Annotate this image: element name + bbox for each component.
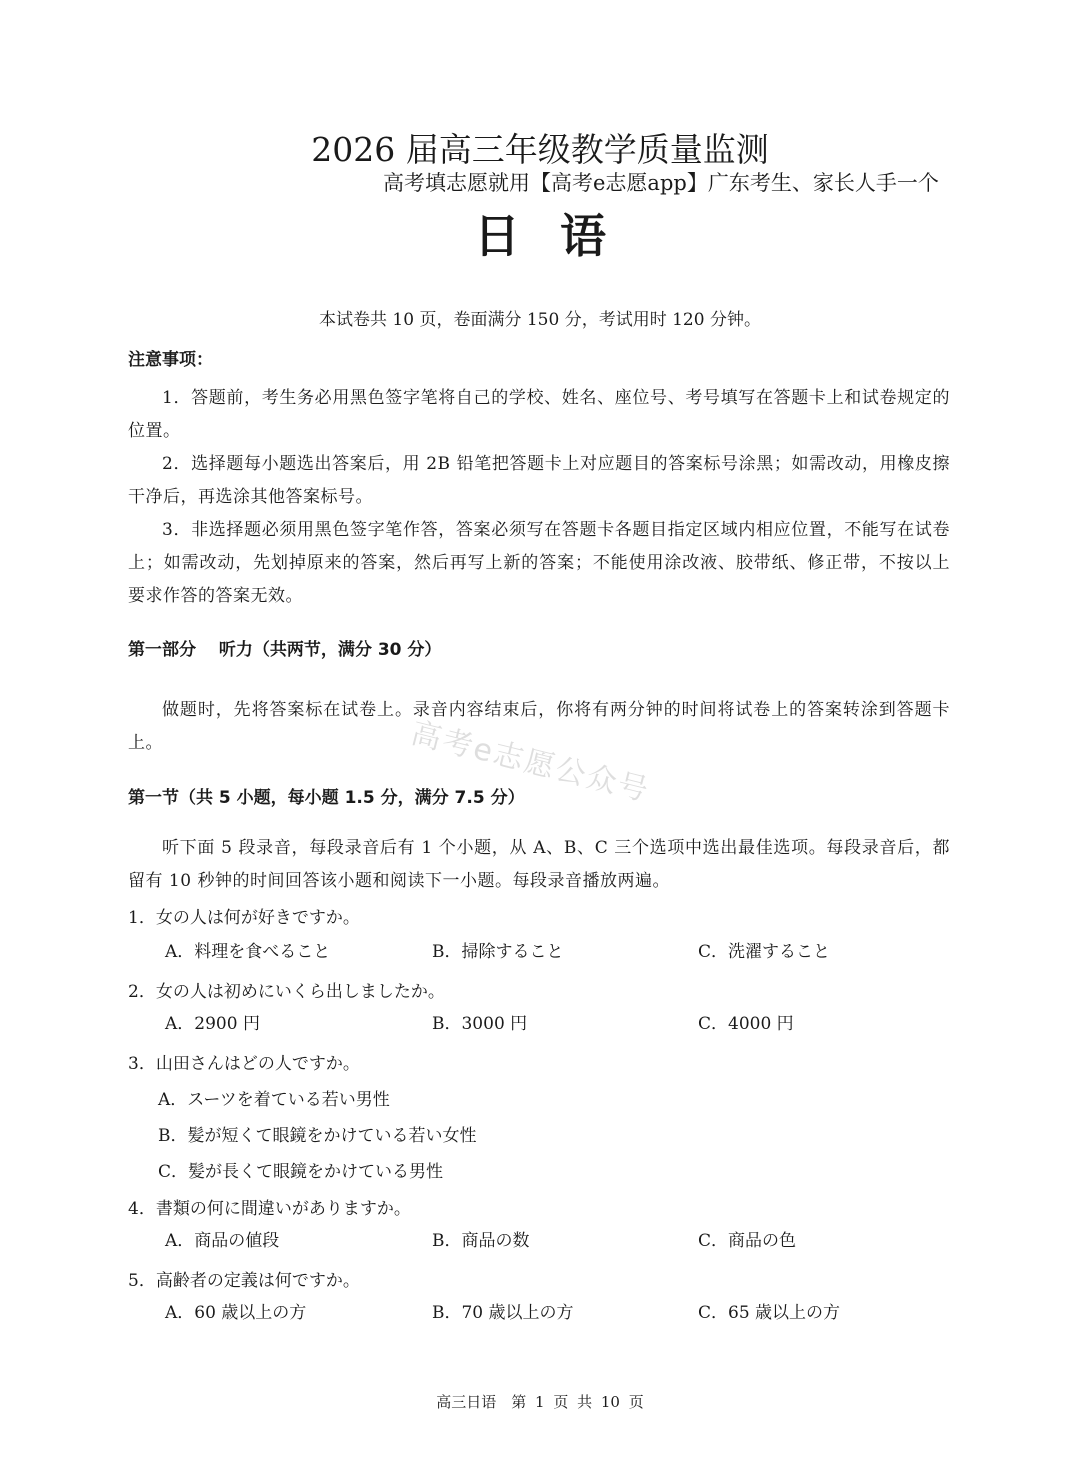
question-3-stem: 3．山田さんはどの人ですか。 — [128, 1054, 360, 1074]
exam-info: 本试卷共 10 页，卷面满分 150 分，考试用时 120 分钟。 — [319, 310, 761, 330]
question-2-option-c: C．4000 円 — [698, 1014, 794, 1034]
question-3-option-b: B．髪が短くて眼鏡をかけている若い女性 — [158, 1126, 477, 1146]
subject-title: 日语 — [474, 209, 646, 263]
promo-banner: 高考填志愿就用【高考e志愿app】广东考生、家长人手一个 — [383, 171, 939, 195]
part1-heading: 第一部分 听力（共两节，满分 30 分） — [128, 640, 442, 660]
section1-instruction: 听下面 5 段录音，每段录音后有 1 个小题，从 A、B、C 三个选项中选出最佳选项。每段录音后，都留有 10 秒钟的时间回答该小题和阅读下一小题。每段录音播放两遍。 — [128, 838, 950, 891]
watermark: 高考e志愿公众号 — [407, 715, 654, 809]
exam-title: 2026 届高三年级教学质量监测 — [311, 130, 769, 169]
question-4-stem: 4．書類の何に間違いがありますか。 — [128, 1199, 411, 1219]
question-4-option-b: B．商品の数 — [432, 1231, 530, 1251]
question-2-option-a: A．2900 円 — [165, 1014, 260, 1034]
question-1-option-b: B．掃除すること — [432, 942, 564, 962]
question-3-option-a: A．スーツを着ている若い男性 — [158, 1090, 390, 1110]
page-footer: 高三日语 第 1 页 共 10 页 — [436, 1393, 644, 1411]
notice-item-2: 2．选择题每小题选出答案后，用 2B 铅笔把答题卡上对应题目的答案标号涂黑；如需改动，用橡皮擦干净后，再选涂其他答案标号。 — [128, 454, 950, 507]
notice-item-1: 1．答题前，考生务必用黑色签字笔将自己的学校、姓名、座位号、考号填写在答题卡上和试卷规定的位置。 — [128, 388, 950, 441]
question-4-option-c: C．商品の色 — [698, 1231, 797, 1251]
question-3-option-c: C．髪が長くて眼鏡をかけている男性 — [158, 1162, 444, 1182]
question-1-option-a: A．料理を食べること — [165, 942, 331, 962]
question-2-stem: 2．女の人は初めにいくら出しましたか。 — [128, 982, 445, 1002]
part1-instruction: 做题时，先将答案标在试卷上。录音内容结束后，你将有两分钟的时间将试卷上的答案转涂到答题卡上。 — [128, 700, 950, 753]
question-4-option-a: A．商品の値段 — [165, 1231, 280, 1251]
question-1-option-c: C．洗濯すること — [698, 942, 831, 962]
question-5-option-a: A．60 歳以上の方 — [165, 1303, 307, 1323]
question-1-stem: 1．女の人は何が好きですか。 — [128, 908, 360, 928]
question-5-option-b: B．70 歳以上の方 — [432, 1303, 574, 1323]
section1-heading: 第一节（共 5 小题，每小题 1.5 分，满分 7.5 分） — [128, 788, 525, 808]
question-2-option-b: B．3000 円 — [432, 1014, 528, 1034]
question-5-stem: 5．高齢者の定義は何ですか。 — [128, 1271, 360, 1291]
notice-heading: 注意事项： — [128, 350, 213, 370]
question-5-option-c: C．65 歳以上の方 — [698, 1303, 841, 1323]
notice-item-3: 3．非选择题必须用黑色签字笔作答，答案必须写在答题卡各题目指定区域内相应位置，不能写在试卷上；如需改动，先划掉原来的答案，然后再写上新的答案；不能使用涂改液、胶带纸、修正带，不按以上要求作答的答案无效。 — [128, 520, 950, 606]
